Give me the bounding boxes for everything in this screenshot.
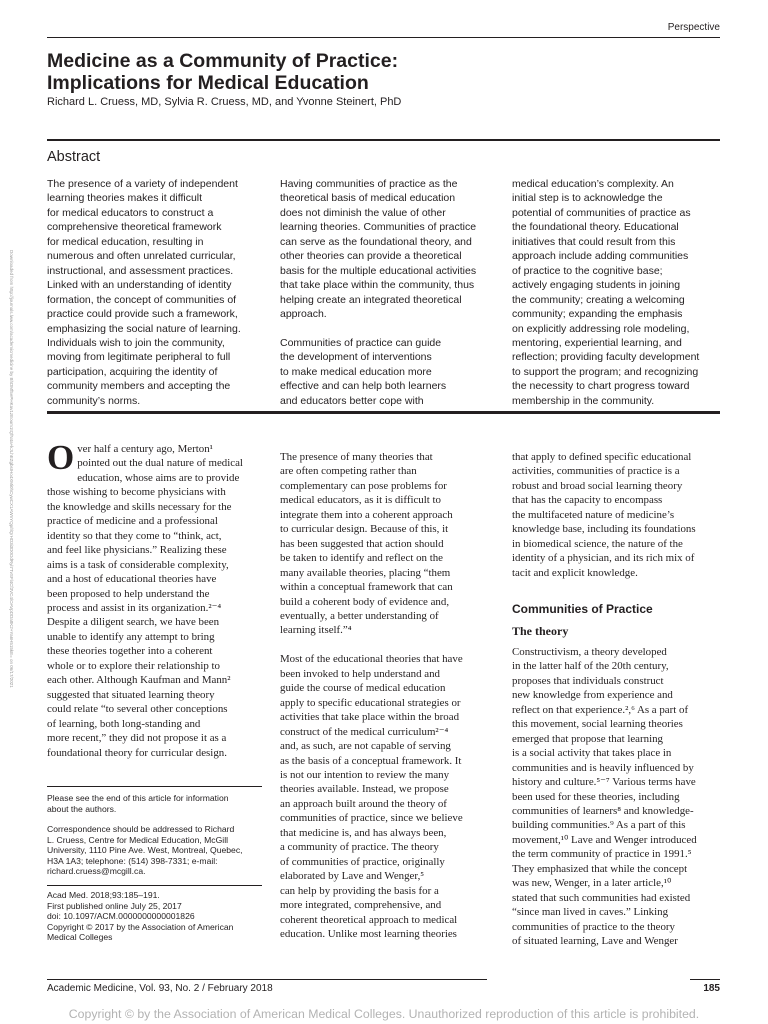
abstract-column-2: Having communities of practice as the theoretical basis of medical education does not diminish the value of other learning theories. Communities of practice can serve as the foundational theory, and other theories can provide a theoretical basis for the multiple educational activities that take place within the community, thus helping create an integrated theoretical approach. Communities of practice can guide the development of interventions to make medical education more effective and can help both learners and educators better cope with xyxy=(280,178,477,407)
author-note: Please see the end of this article for information about the authors. xyxy=(47,793,229,814)
body-column-1: Over half a century ago, Merton¹ pointed out the dual nature of medical education, whose aims are to provide those wishing to become physicians with the knowledge and skills necessary for the practice of medicine and a professional identity so that they come to “think, act, and feel like physicians.” Realizing these aims is a task of considerable complexity, and a host of educational theories have been proposed to help understand the process and assist in its organization.²⁻⁴ Despite a diligent search, we have been unable to identify any attempt to bring these theories together into a coherent whole or to explore their relationship to each other. Although Kaufman and Mann² suggested that situated learning theory could relate “to several other conceptions of learning, both long-standing and more recent,” they did not propose it as a foundational theory for curricular design. xyxy=(47,438,243,759)
abstract-bottom-rule xyxy=(47,411,720,414)
section-label: Perspective xyxy=(667,22,720,33)
citation-block: Acad Med. 2018;93:185–191. First published online July 25, 2017 doi: 10.1097/ACM.0000000000001826 Copyright © 2017 by the Association of American Medical Colleges xyxy=(47,890,234,943)
abstract-column-1: The presence of a variety of independent learning theories makes it difficult for medical educators to construct a comprehensive theoretical framework for medical education, resulting in numerous and often unrelated curricular, instructional, and assessment practices. Linked with an understanding of identity formation, the concept of communities of practice could provide such a framework, emphasizing the social nature of learning. Individuals wish to join the community, moving from legitimate peripheral to full participation, acquiring the identity of community members and accepting the community’s norms. xyxy=(47,178,241,407)
footnote-rule xyxy=(47,786,262,787)
body-column-2: The presence of many theories that are often competing rather than complementary can pose problems for medical educators, as it is difficult to integrate them into a coherent approach to curricular design. Because of this, it has been suggested that action should be taken to identify and reflect on the many available theories, placing “them within a conceptual framework that can build a coherent body of evidence and, eventually, a better understanding of learning itself.”⁴ Most of the educational theories that have been invoked to help understand and guide the course of medical education apply to specific educational strategies or activities that take place within the broad construct of the medical curriculum²⁻⁴ and, as such, are not capable of serving as the basis of a conceptual framework. It is not our intention to review the many theories available. Instead, we propose an approach built around the theory of communities of practice, since we believe that medicine is, and has always been, a community of practice. The theory of communities of practice, originally elaborated by Lave and Wenger,⁵ can help by providing the basis for a more integrated, comprehensive, and coherent theoretical approach to medical education. Unlike most learning theories xyxy=(280,451,463,940)
section-heading: Communities of Practice xyxy=(512,602,653,616)
article-authors: Richard L. Cruess, MD, Sylvia R. Cruess, MD, and Yvonne Steinert, PhD xyxy=(47,96,402,108)
correspondence-note: Correspondence should be addressed to Richard L. Cruess, Centre for Medical Education, McGill University, 1110 Pine Ave. West, Montreal, Quebec, H3A 1A3; telephone: (514) 398-7331; e-mail: richard.cruess@mcgill.ca. xyxy=(47,824,243,877)
footer-rule-left xyxy=(47,979,487,980)
body-column-3-top: that apply to defined specific educational activities, communities of practice is a robust and broad social learning theory that has the capacity to encompass the multifaceted nature of medicine’s knowledge base, including its foundations in biomedical science, the nature of the identity of a physician, and its rich mix of tacit and explicit knowledge. xyxy=(512,451,696,579)
abstract-column-3: medical education’s complexity. An initial step is to acknowledge the potential of communities of practice as the foundational theory. Educational initiatives that could result from this approach include adding communities of practice to the cognitive base; actively engaging students in joining the community; creating a welcoming community; expanding the emphasis on explicitly addressing role modeling, mentoring, experiential learning, and reflection; providing faculty development to support the program; and recognizing the necessity to chart progress toward membership in the community. xyxy=(512,178,700,407)
footer-journal: Academic Medicine, Vol. 93, No. 2 / February 2018 xyxy=(47,983,273,994)
download-watermark: Downloaded from http://journals.lww.com/academicmedicine by BhDMf5ePHKav1zEoum1tQfN4a+kJLhEZgbsIHo4XMi0hCywCX1AWnYQp/IlQrHD3i3D0OdRyi7TvSFl4Cf3VC4/OAVpDDa8K2+Ya6H515kE= on 06/17/2021 xyxy=(9,250,14,688)
abstract-top-rule xyxy=(47,139,720,141)
page-number: 185 xyxy=(703,983,720,994)
citation-rule xyxy=(47,885,262,886)
footer-rule-right xyxy=(690,979,720,980)
abstract-heading: Abstract xyxy=(47,149,101,165)
top-rule xyxy=(47,37,720,38)
body-column-3-bottom: Constructivism, a theory developed in the latter half of the 20th century, proposes that individuals construct new knowledge from experience and reflect on that experience.²,⁶ As a part of this movement, social learning theories emerged that propose that learning is a social activity that takes place in communities and is heavily influenced by history and culture.⁵⁻⁷ Various terms have been used for these theories, including communities of learners⁸ and knowledge- building communities.⁹ As a part of this movement,¹⁰ Lave and Wenger introduced the term community of practice in 1991.⁵ They emphasized that while the concept was new, Wenger, in a later article,¹⁰ stated that such communities had existed “since man lived in caves.” Linking communities of practice to the theory of situated learning, Lave and Wenger xyxy=(512,646,697,948)
sub-heading: The theory xyxy=(512,624,569,638)
copyright-notice: Copyright © by the Association of American Medical Colleges. Unauthorized reproduction of this article is prohibited. xyxy=(68,1007,700,1021)
article-title: Medicine as a Community of Practice: Implications for Medical Education xyxy=(47,50,399,94)
